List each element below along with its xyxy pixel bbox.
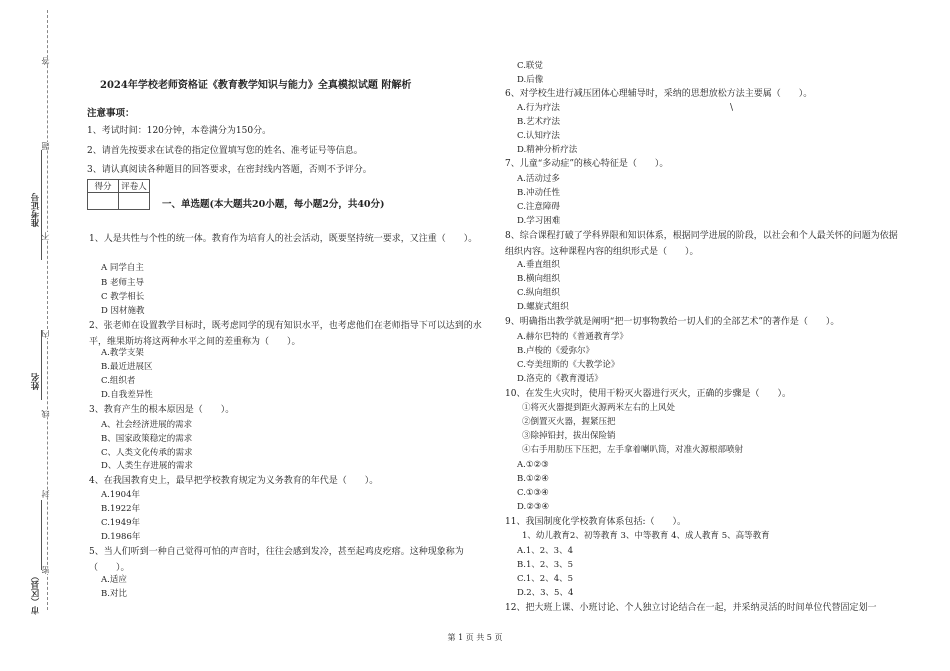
question-stem: 2、张老师在设置教学目标时，既考虑同学的现有知识水平，也考虑他们在老师指导下可以达到的水平，维果斯坊将这两种水平之间的差重称为（ ）。 [89,321,482,347]
question-stem: 8、综合课程打破了学科界限和知识体系，根据同学进展的阶段，以社会和个人最关怀的问题为依据组织内容。这种课程内容的组织形式是（ ）。 [505,231,898,257]
notice-item: 1、考试时间：120分钟，本卷满分为150分。 [87,126,272,136]
answer-option: C.注意障碍 [517,202,560,212]
answer-option: C.1949年 [101,518,141,528]
answer-option: C 教学相长 [101,292,145,302]
answer-option: D 因材施教 [101,306,145,316]
question-stem: 1、人是共性与个性的统一体。教育作为培育人的社会活动，既要坚持统一要求，又注重（ ）。 [89,234,478,244]
notice-item: 3、请认真阅读各种题目的回答要求，在密封线内答题，否则不予评分。 [87,165,372,175]
page-footer: 第 1 页 共 5 页 [447,633,503,642]
answer-option: D.后像 [517,75,544,85]
stray-mark: \ [730,103,734,113]
answer-option: D.1986年 [101,532,141,542]
line-word-ti: 题 [41,142,50,150]
zhunkao-underline [41,150,42,260]
question-sub-item: ③除掉铅封，拔出保险销 [522,431,616,441]
answer-option: D.学习困难 [517,216,561,226]
answer-option: B.冲动任性 [517,188,560,198]
line-word-bu: 不 [41,232,50,240]
answer-option: B.最近进展区 [101,362,153,372]
line-word-mi: 密 [41,566,50,574]
score-cell [88,193,119,210]
notice-heading: 注意事项： [87,108,135,119]
answer-option: A、社会经济进展的需求 [101,420,193,430]
answer-option: A.活动过多 [517,174,560,184]
answer-option: D.自我差异性 [101,390,153,400]
shiqu-underline [41,500,42,570]
answer-option: B.横向组织 [517,274,560,284]
question-stem: 3、教育产生的根本原因是（ ）。 [89,405,235,415]
answer-option: C.认知疗法 [517,131,560,141]
answer-option: A.赫尔巴特的《普通教育学》 [517,332,628,342]
xingming-label: 姓名 [31,373,41,390]
answer-option: A.1904年 [101,490,140,500]
grader-cell [119,193,150,210]
question-sub-item: ④右手用肋压下压把，左手拿着喇叭筒，对准火源根部喷射 [522,445,744,455]
answer-option: A.行为疗法 [517,103,560,113]
answer-option: D、人类生存进展的需求 [101,461,193,471]
answer-option: B.1922年 [101,504,141,514]
answer-option: D.螺旋式组织 [517,302,569,312]
question-sub-item: 1、幼儿教育2、初等教育 3、中等教育 4、成人教育 5、高等教育 [522,531,770,541]
notice-item: 2、请首先按要求在试卷的指定位置填写您的姓名、准考证号等信息。 [87,146,363,156]
question-stem: 11、我国制度化学校教育体系包括:（ ）。 [505,517,686,527]
answer-option: C.联觉 [517,61,543,71]
answer-option: D.洛克的《教育漫话》 [517,374,603,384]
question-sub-item: ②倒置灭火器，握紧压把 [522,417,616,427]
answer-option: C.纵向组织 [517,288,560,298]
answer-option: A.适应 [101,575,127,585]
score-header: 得分 [88,180,119,193]
answer-option: A.1、2、3、4 [517,546,573,556]
answer-option: D.2、3、5、4 [517,588,574,598]
answer-option: A.垂直组织 [517,260,560,270]
answer-option: B.1、2、3、5 [517,560,574,570]
answer-option: A.①②③ [517,460,549,470]
question-stem: 4、在我国教育史上，最早把学校教育规定为义务教育的年代是（ ）。 [89,476,379,486]
answer-option: B、国家政策稳定的需求 [101,434,193,444]
question-stem: 9、明确指出教学就是阐明“把一切事物教给一切人们的全部艺术”的著作是（ ）。 [505,317,840,327]
question-stem: 10、在发生火灾时，使用干粉灭火器进行灭火，正确的步骤是（ ）。 [505,389,791,399]
answer-option: C.夸美纽斯的《大教学论》 [517,360,620,370]
answer-option: D.精神分析疗法 [517,145,578,155]
grader-header: 评卷人 [119,180,150,193]
question-stem: 6、对学校生进行减压团体心理辅导时，采纳的思想放松方法主要属（ ）。 [505,89,813,99]
answer-option: B.对比 [101,589,127,599]
question-sub-item: ①将灭火器提到距火源两米左右的上风处 [522,403,676,413]
answer-option: C.①③④ [517,488,549,498]
answer-option: C、人类文化传承的需求 [101,448,193,458]
exam-title: 2024年学校老师资格证《教育教学知识与能力》全真模拟试题 附解析 [100,80,412,91]
answer-option: B.①②④ [517,474,549,484]
answer-option: C.1、2、4、5 [517,574,574,584]
answer-option: A 同学自主 [101,263,144,273]
answer-option: B 老师主导 [101,278,144,288]
shiqu-label: 市（区县） [31,572,41,615]
question-stem: 12、把大班上课、小班讨论、个人独立讨论结合在一起，并采纳灵活的时间单位代替固定划一 [505,603,877,613]
line-word-da: 答 [41,57,50,65]
answer-option: B.卢梭的《爱弥尔》 [517,346,594,356]
question-stem: 7、儿童“多动症”的核心特征是（ ）。 [505,159,669,169]
line-word-xian: 线 [41,410,50,418]
answer-option: B.艺术疗法 [517,117,560,127]
question-stem: 5、当人们听到一种自己觉得可怕的声音时，往往会感到发冷，甚至起鸡皮疙瘩。这种现象称为（ ）。 [89,547,464,573]
score-table [87,179,150,210]
answer-option: C.组织者 [101,376,136,386]
line-word-feng: 封 [41,490,50,498]
answer-option: D.②③④ [517,502,550,512]
zhunkao-label: 准考证号 [31,193,41,227]
section-title: 一、单选题(本大题共20小题，每小题2分，共40分) [162,199,385,210]
line-word-nei: 内 [41,330,50,338]
xingming-underline [41,330,42,400]
binding-dashed-line [47,10,48,610]
answer-option: A.教学支架 [101,348,144,358]
